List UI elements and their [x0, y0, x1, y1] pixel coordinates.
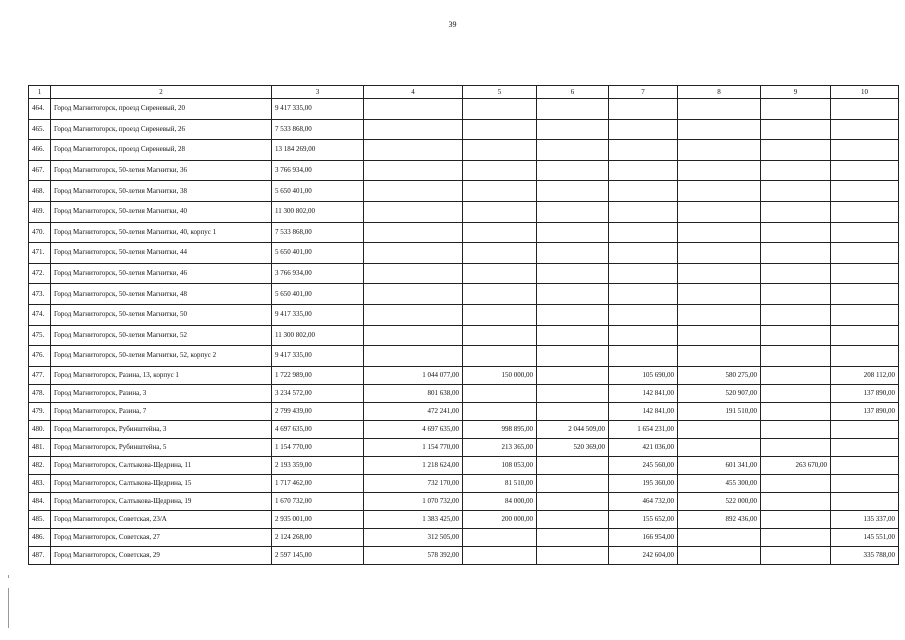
address-cell: Город Магнитогорск, 50-летия Магнитки, 40, корпус 1: [51, 222, 272, 243]
value-cell-10: [831, 201, 899, 222]
value-cell-9: [761, 346, 831, 367]
value-cell-9: [761, 119, 831, 140]
header-cell: 8: [678, 86, 761, 99]
value-cell-7: [609, 243, 678, 264]
row-number: 485.: [29, 510, 51, 528]
value-cell-10: [831, 438, 899, 456]
value-cell-7: [609, 160, 678, 181]
value-cell-7: 155 652,00: [609, 510, 678, 528]
value-cell-3: 11 300 802,00: [272, 325, 364, 346]
value-cell-10: [831, 346, 899, 367]
value-cell-8: [678, 528, 761, 546]
value-cell-8: [678, 181, 761, 202]
value-cell-8: [678, 263, 761, 284]
value-cell-6: [537, 222, 609, 243]
value-cell-7: 464 732,00: [609, 492, 678, 510]
page-number: 39: [448, 20, 457, 29]
value-cell-5: [463, 325, 537, 346]
value-cell-4: 1 070 732,00: [364, 492, 463, 510]
value-cell-5: [463, 384, 537, 402]
value-cell-7: [609, 181, 678, 202]
value-cell-5: [463, 263, 537, 284]
value-cell-7: [609, 263, 678, 284]
value-cell-7: [609, 284, 678, 305]
value-cell-9: [761, 201, 831, 222]
value-cell-10: [831, 222, 899, 243]
address-cell: Город Магнитогорск, 50-летия Магнитки, 44: [51, 243, 272, 264]
value-cell-5: [463, 304, 537, 325]
row-number: 465.: [29, 119, 51, 140]
row-number: 474.: [29, 304, 51, 325]
value-cell-10: [831, 99, 899, 120]
value-cell-8: [678, 420, 761, 438]
value-cell-4: [364, 222, 463, 243]
value-cell-10: [831, 304, 899, 325]
value-cell-3: 3 766 934,00: [272, 263, 364, 284]
row-number: 476.: [29, 346, 51, 367]
value-cell-3: 11 300 802,00: [272, 201, 364, 222]
value-cell-10: [831, 456, 899, 474]
value-cell-3: 2 193 359,00: [272, 456, 364, 474]
value-cell-5: [463, 201, 537, 222]
value-cell-9: [761, 284, 831, 305]
value-cell-6: [537, 528, 609, 546]
row-number: 477.: [29, 366, 51, 384]
value-cell-8: 191 510,00: [678, 402, 761, 420]
value-cell-4: [364, 346, 463, 367]
value-cell-3: 3 234 572,00: [272, 384, 364, 402]
value-cell-10: [831, 181, 899, 202]
value-cell-4: [364, 201, 463, 222]
address-cell: Город Магнитогорск, Разина, 13, корпус 1: [51, 366, 272, 384]
header-cell: 3: [272, 86, 364, 99]
value-cell-6: [537, 384, 609, 402]
value-cell-9: [761, 420, 831, 438]
value-cell-6: 520 369,00: [537, 438, 609, 456]
value-cell-7: [609, 325, 678, 346]
address-cell: Город Магнитогорск, 50-летия Магнитки, 38: [51, 181, 272, 202]
value-cell-10: [831, 284, 899, 305]
value-cell-3: 1 670 732,00: [272, 492, 364, 510]
address-cell: Город Магнитогорск, 50-летия Магнитки, 52: [51, 325, 272, 346]
value-cell-3: 1 722 989,00: [272, 366, 364, 384]
value-cell-4: [364, 140, 463, 161]
address-cell: Город Магнитогорск, проезд Сиреневый, 20: [51, 99, 272, 120]
value-cell-6: [537, 456, 609, 474]
value-cell-6: [537, 160, 609, 181]
value-cell-9: [761, 243, 831, 264]
value-cell-8: [678, 304, 761, 325]
value-cell-10: 137 890,00: [831, 384, 899, 402]
value-cell-3: 4 697 635,00: [272, 420, 364, 438]
value-cell-4: [364, 284, 463, 305]
value-cell-6: [537, 492, 609, 510]
margin-mark: [8, 575, 9, 578]
value-cell-4: [364, 119, 463, 140]
value-cell-8: 580 275,00: [678, 366, 761, 384]
value-cell-7: [609, 201, 678, 222]
value-cell-8: [678, 99, 761, 120]
value-cell-4: 1 154 770,00: [364, 438, 463, 456]
value-cell-6: [537, 546, 609, 564]
table-row: [29, 546, 899, 564]
value-cell-9: [761, 181, 831, 202]
address-cell: Город Магнитогорск, 50-летия Магнитки, 48: [51, 284, 272, 305]
value-cell-7: 245 560,00: [609, 456, 678, 474]
value-cell-3: 2 799 439,00: [272, 402, 364, 420]
header-cell: 5: [463, 86, 537, 99]
value-cell-5: [463, 99, 537, 120]
address-cell: Город Магнитогорск, 50-летия Магнитки, 40: [51, 201, 272, 222]
value-cell-8: [678, 546, 761, 564]
address-cell: Город Магнитогорск, Советская, 23/А: [51, 510, 272, 528]
value-cell-9: [761, 263, 831, 284]
value-cell-3: 2 597 145,00: [272, 546, 364, 564]
value-cell-10: [831, 119, 899, 140]
value-cell-7: 142 841,00: [609, 384, 678, 402]
address-cell: Город Магнитогорск, проезд Сиреневый, 28: [51, 140, 272, 161]
address-cell: Город Магнитогорск, 50-летия Магнитки, 50: [51, 304, 272, 325]
value-cell-5: [463, 181, 537, 202]
value-cell-3: 2 124 268,00: [272, 528, 364, 546]
value-cell-3: 7 533 868,00: [272, 222, 364, 243]
value-cell-9: [761, 510, 831, 528]
value-cell-7: 105 690,00: [609, 366, 678, 384]
value-cell-8: [678, 438, 761, 456]
row-number: 470.: [29, 222, 51, 243]
value-cell-6: [537, 402, 609, 420]
value-cell-5: 213 365,00: [463, 438, 537, 456]
value-cell-6: [537, 346, 609, 367]
value-cell-8: [678, 160, 761, 181]
row-number: 478.: [29, 384, 51, 402]
value-cell-6: [537, 366, 609, 384]
table-row: [29, 140, 899, 161]
table-header-row: [29, 86, 899, 99]
value-cell-9: [761, 528, 831, 546]
value-cell-7: 195 360,00: [609, 474, 678, 492]
value-cell-3: 3 766 934,00: [272, 160, 364, 181]
value-cell-10: [831, 263, 899, 284]
table-row: [29, 201, 899, 222]
value-cell-6: [537, 243, 609, 264]
value-cell-6: [537, 99, 609, 120]
value-cell-3: 1 717 462,00: [272, 474, 364, 492]
value-cell-3: 5 650 401,00: [272, 243, 364, 264]
value-cell-8: 455 300,00: [678, 474, 761, 492]
address-cell: Город Магнитогорск, Советская, 29: [51, 546, 272, 564]
value-cell-9: [761, 438, 831, 456]
value-cell-10: 135 337,00: [831, 510, 899, 528]
table-row: [29, 263, 899, 284]
value-cell-7: [609, 119, 678, 140]
value-cell-8: 520 907,00: [678, 384, 761, 402]
table-row: [29, 181, 899, 202]
value-cell-4: 4 697 635,00: [364, 420, 463, 438]
table-row: [29, 438, 899, 456]
row-number: 484.: [29, 492, 51, 510]
value-cell-10: [831, 160, 899, 181]
value-cell-7: [609, 99, 678, 120]
value-cell-9: [761, 140, 831, 161]
value-cell-10: [831, 140, 899, 161]
value-cell-8: 892 436,00: [678, 510, 761, 528]
value-cell-7: [609, 304, 678, 325]
value-cell-10: 335 788,00: [831, 546, 899, 564]
value-cell-9: [761, 366, 831, 384]
value-cell-9: [761, 304, 831, 325]
table-row: [29, 284, 899, 305]
table-row: [29, 528, 899, 546]
value-cell-4: 578 392,00: [364, 546, 463, 564]
value-cell-4: 1 383 425,00: [364, 510, 463, 528]
value-cell-4: 732 170,00: [364, 474, 463, 492]
table-row: [29, 325, 899, 346]
header-cell: 10: [831, 86, 899, 99]
value-cell-5: 81 510,00: [463, 474, 537, 492]
row-number: 473.: [29, 284, 51, 305]
value-cell-10: 137 890,00: [831, 402, 899, 420]
value-cell-3: 2 935 001,00: [272, 510, 364, 528]
row-number: 480.: [29, 420, 51, 438]
value-cell-3: 13 184 269,00: [272, 140, 364, 161]
header-cell: 4: [364, 86, 463, 99]
value-cell-8: 601 341,00: [678, 456, 761, 474]
row-number: 487.: [29, 546, 51, 564]
value-cell-7: [609, 140, 678, 161]
address-cell: Город Магнитогорск, 50-летия Магнитки, 36: [51, 160, 272, 181]
value-cell-8: [678, 119, 761, 140]
value-cell-6: [537, 263, 609, 284]
value-cell-6: [537, 510, 609, 528]
row-number: 466.: [29, 140, 51, 161]
value-cell-9: 263 670,00: [761, 456, 831, 474]
header-cell: 1: [29, 86, 51, 99]
address-cell: Город Магнитогорск, 50-летия Магнитки, 46: [51, 263, 272, 284]
value-cell-4: [364, 325, 463, 346]
value-cell-8: [678, 284, 761, 305]
value-cell-5: 84 000,00: [463, 492, 537, 510]
value-cell-4: [364, 99, 463, 120]
value-cell-9: [761, 474, 831, 492]
value-cell-7: 166 954,00: [609, 528, 678, 546]
row-number: 481.: [29, 438, 51, 456]
value-cell-10: [831, 474, 899, 492]
value-cell-9: [761, 546, 831, 564]
row-number: 483.: [29, 474, 51, 492]
value-cell-6: [537, 284, 609, 305]
value-cell-4: 312 505,00: [364, 528, 463, 546]
value-cell-4: 472 241,00: [364, 402, 463, 420]
value-cell-9: [761, 492, 831, 510]
address-cell: Город Магнитогорск, Советская, 27: [51, 528, 272, 546]
value-cell-3: 1 154 770,00: [272, 438, 364, 456]
value-cell-10: [831, 492, 899, 510]
value-cell-6: [537, 119, 609, 140]
value-cell-9: [761, 160, 831, 181]
address-cell: Город Магнитогорск, Салтыкова-Щедрина, 11: [51, 456, 272, 474]
table-row: [29, 402, 899, 420]
value-cell-7: 142 841,00: [609, 402, 678, 420]
value-cell-5: [463, 243, 537, 264]
value-cell-3: 5 650 401,00: [272, 284, 364, 305]
row-number: 486.: [29, 528, 51, 546]
value-cell-3: 7 533 868,00: [272, 119, 364, 140]
value-cell-10: [831, 325, 899, 346]
value-cell-4: [364, 243, 463, 264]
value-cell-5: [463, 140, 537, 161]
value-cell-10: 208 112,00: [831, 366, 899, 384]
value-cell-10: 145 551,00: [831, 528, 899, 546]
header-cell: 9: [761, 86, 831, 99]
value-cell-7: 242 604,00: [609, 546, 678, 564]
value-cell-5: [463, 346, 537, 367]
value-cell-5: [463, 402, 537, 420]
value-cell-5: [463, 160, 537, 181]
row-number: 472.: [29, 263, 51, 284]
value-cell-5: 998 895,00: [463, 420, 537, 438]
data-table: [28, 85, 899, 565]
table-row: [29, 510, 899, 528]
row-number: 464.: [29, 99, 51, 120]
address-cell: Город Магнитогорск, проезд Сиреневый, 26: [51, 119, 272, 140]
table-row: [29, 119, 899, 140]
address-cell: Город Магнитогорск, Рубинштейна, 3: [51, 420, 272, 438]
address-cell: Город Магнитогорск, Салтыкова-Щедрина, 15: [51, 474, 272, 492]
value-cell-5: [463, 119, 537, 140]
table-row: [29, 160, 899, 181]
value-cell-9: [761, 99, 831, 120]
row-number: 467.: [29, 160, 51, 181]
table-row: [29, 474, 899, 492]
margin-mark: [8, 588, 9, 628]
table-row: [29, 304, 899, 325]
table-row: [29, 366, 899, 384]
table-row: [29, 222, 899, 243]
value-cell-7: 421 036,00: [609, 438, 678, 456]
value-cell-4: [364, 304, 463, 325]
value-cell-5: [463, 546, 537, 564]
value-cell-8: [678, 201, 761, 222]
value-cell-10: [831, 243, 899, 264]
table-row: [29, 492, 899, 510]
table-row: [29, 420, 899, 438]
value-cell-7: [609, 222, 678, 243]
address-cell: Город Магнитогорск, 50-летия Магнитки, 52, корпус 2: [51, 346, 272, 367]
table-row: [29, 346, 899, 367]
value-cell-9: [761, 325, 831, 346]
value-cell-3: 9 417 335,00: [272, 99, 364, 120]
value-cell-10: [831, 420, 899, 438]
value-cell-5: [463, 222, 537, 243]
address-cell: Город Магнитогорск, Разина, 7: [51, 402, 272, 420]
value-cell-6: [537, 474, 609, 492]
value-cell-3: 9 417 335,00: [272, 346, 364, 367]
value-cell-5: 200 000,00: [463, 510, 537, 528]
row-number: 482.: [29, 456, 51, 474]
value-cell-6: [537, 304, 609, 325]
value-cell-4: [364, 181, 463, 202]
value-cell-6: 2 044 509,00: [537, 420, 609, 438]
value-cell-3: 9 417 335,00: [272, 304, 364, 325]
value-cell-5: 108 053,00: [463, 456, 537, 474]
value-cell-8: 522 000,00: [678, 492, 761, 510]
header-cell: 6: [537, 86, 609, 99]
value-cell-8: [678, 140, 761, 161]
value-cell-6: [537, 181, 609, 202]
value-cell-4: 801 638,00: [364, 384, 463, 402]
row-number: 475.: [29, 325, 51, 346]
value-cell-4: 1 044 077,00: [364, 366, 463, 384]
value-cell-9: [761, 222, 831, 243]
value-cell-9: [761, 402, 831, 420]
value-cell-6: [537, 325, 609, 346]
value-cell-8: [678, 346, 761, 367]
value-cell-4: 1 218 624,00: [364, 456, 463, 474]
value-cell-6: [537, 140, 609, 161]
table-row: [29, 99, 899, 120]
row-number: 479.: [29, 402, 51, 420]
row-number: 471.: [29, 243, 51, 264]
address-cell: Город Магнитогорск, Салтыкова-Щедрина, 19: [51, 492, 272, 510]
value-cell-9: [761, 384, 831, 402]
value-cell-5: [463, 284, 537, 305]
value-cell-7: 1 654 231,00: [609, 420, 678, 438]
value-cell-8: [678, 325, 761, 346]
value-cell-8: [678, 222, 761, 243]
address-cell: Город Магнитогорск, Разина, 3: [51, 384, 272, 402]
header-cell: 7: [609, 86, 678, 99]
value-cell-4: [364, 160, 463, 181]
value-cell-5: 150 000,00: [463, 366, 537, 384]
row-number: 469.: [29, 201, 51, 222]
value-cell-4: [364, 263, 463, 284]
table-row: [29, 384, 899, 402]
value-cell-6: [537, 201, 609, 222]
value-cell-5: [463, 528, 537, 546]
value-cell-3: 5 650 401,00: [272, 181, 364, 202]
header-cell: 2: [51, 86, 272, 99]
address-cell: Город Магнитогорск, Рубинштейна, 5: [51, 438, 272, 456]
table-row: [29, 456, 899, 474]
table-row: [29, 243, 899, 264]
row-number: 468.: [29, 181, 51, 202]
value-cell-8: [678, 243, 761, 264]
value-cell-7: [609, 346, 678, 367]
